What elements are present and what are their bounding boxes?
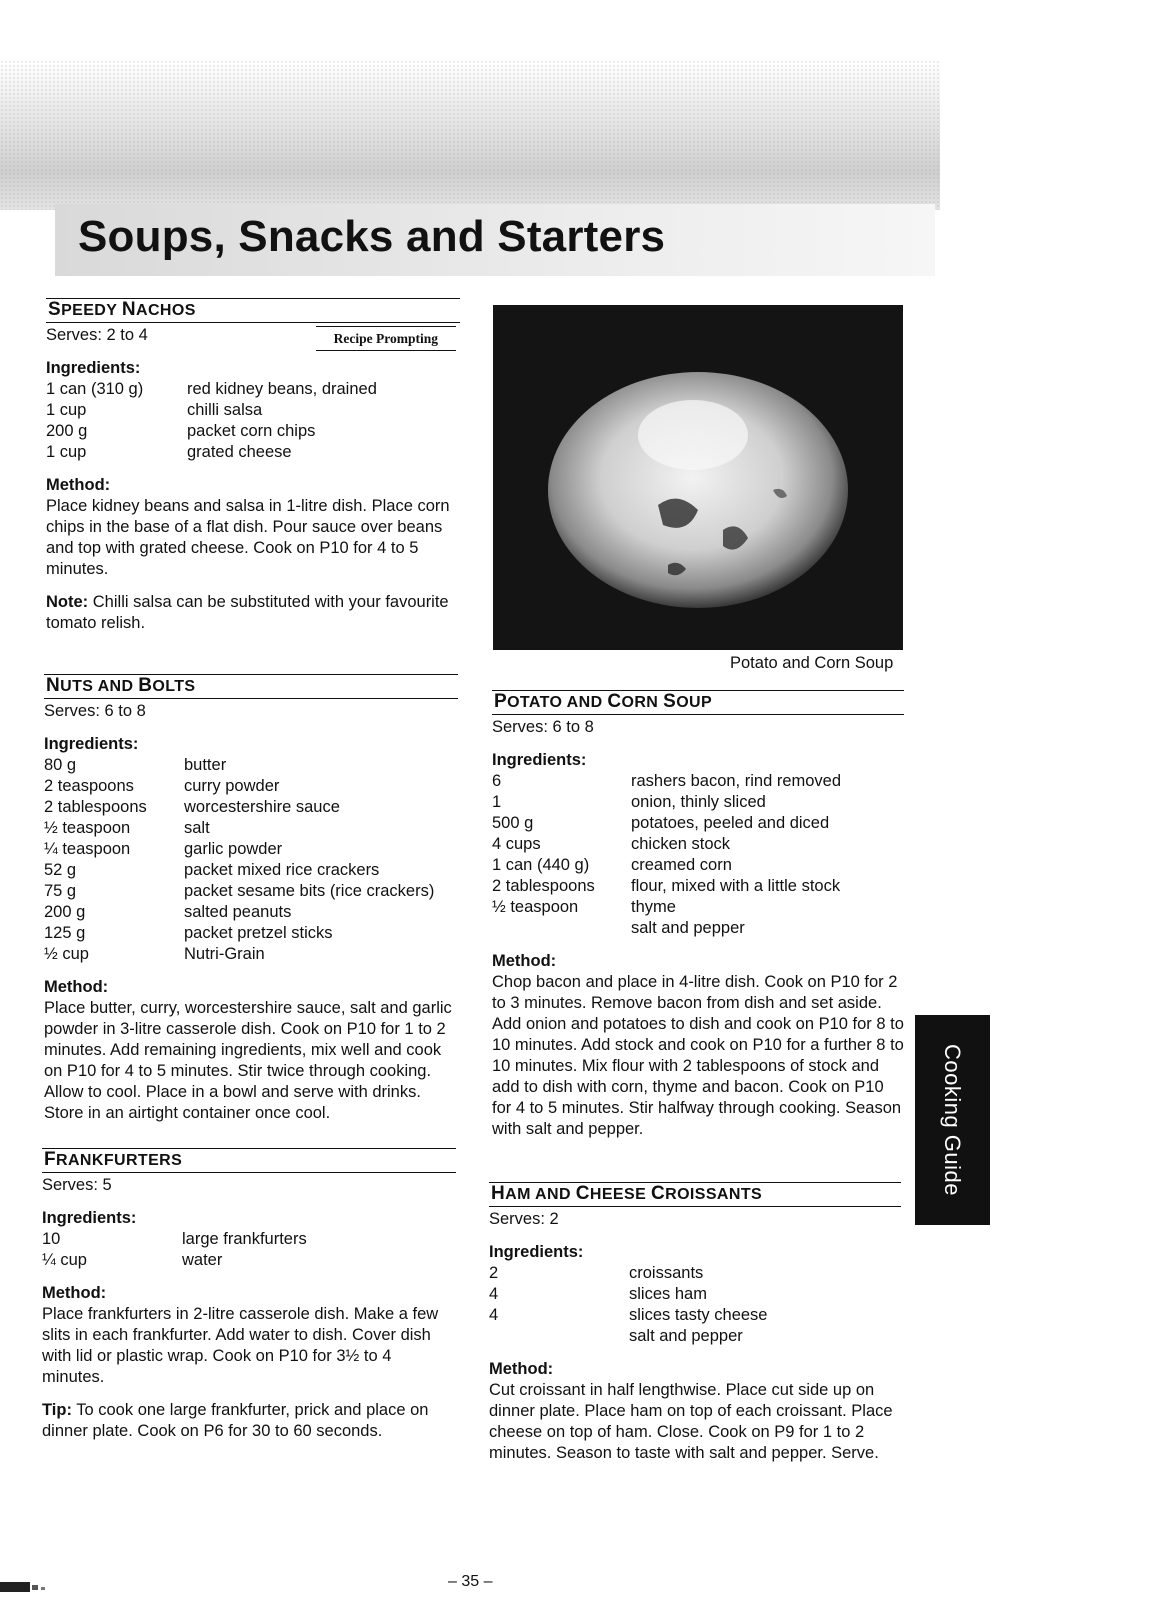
ingredient-item: large frankfurters [182,1230,307,1248]
recipe-nuts-and-bolts [44,674,458,1124]
recipe-prompting-badge: Recipe Prompting [316,326,456,351]
ingredient-item: croissants [629,1264,704,1282]
ingredient-qty: 80 g [44,756,77,774]
ingredient-item: packet sesame bits (rice crackers) [184,882,435,900]
tip-label: Tip: [42,1401,72,1419]
side-tab-label: Cooking Guide [940,1043,966,1197]
ingredient-row [46,442,460,463]
ingredient-item: salt [184,819,210,837]
page-title: Soups, Snacks and Starters [78,212,666,261]
page-number: – 35 – [448,1573,493,1590]
ingredient-item: thyme [631,898,676,916]
ingredient-qty: 500 g [492,814,534,832]
method-text: Place kidney beans and salsa in 1-litre dish. Place corn chips in the base of a flat dish. Pour sauce over beans and top with grated cheese. Cook on P10 for 4 to 5 minutes. [46,497,450,578]
ingredient-item: garlic powder [184,840,283,858]
ingredient-qty: 10 [42,1230,61,1248]
ingredient-row [489,1284,901,1305]
ingredient-row [44,902,458,923]
ingredient-row [44,818,458,839]
ingredient-row [492,897,904,918]
method-text: Cut croissant in half lengthwise. Place cut side up on dinner plate. Place ham on top of each croissant. Place cheese on top of ham. Close. Cook on P9 for 1 to 2 minutes. Season to taste with salt and pepper. Serve. [489,1381,893,1462]
ingredient-item: chilli salsa [187,401,263,419]
ingredient-qty: 1 cup [46,443,87,461]
recipe-title: SPEEDY NACHOS [46,298,460,323]
ingredient-row [44,755,458,776]
ingredient-item: flour, mixed with a little stock [631,877,841,895]
ingredient-row [46,421,460,442]
cooking-guide-tab [915,1015,990,1225]
ingredients-label: Ingredients: [46,359,141,377]
ingredients-label: Ingredients: [42,1209,137,1227]
serves-text: Serves: 2 [489,1210,559,1228]
ingredient-item: slices tasty cheese [629,1306,768,1324]
ingredient-item: Nutri-Grain [184,945,265,963]
ingredient-item: potatoes, peeled and diced [631,814,830,832]
note-label: Note: [46,593,89,611]
ingredient-row [44,923,458,944]
method-label: Method: [44,978,109,996]
ingredient-qty: 2 tablespoons [44,798,147,816]
method-label: Method: [46,476,111,494]
ingredients-list [492,771,904,939]
recipe-title: NUTS AND BOLTS [44,674,458,699]
ingredient-row [489,1305,901,1326]
method-text: Place butter, curry, worcestershire sauce, salt and garlic powder in 3-litre casserole dish. Cook on P10 for 1 to 2 minutes. Add remaining ingredients, mix well and cook on P10 for 4 to 5 minutes. Stir twice through cooking. Allow to cool. Place in a bowl and serve with drinks. Store in an airtight container once cool. [44,999,452,1122]
ingredients-label: Ingredients: [492,751,587,769]
ingredient-qty: 1 cup [46,401,87,419]
ingredient-qty: ½ teaspoon [44,819,131,837]
recipe-ham-cheese-croissants [489,1182,901,1464]
ingredient-item: grated cheese [187,443,292,461]
ingredient-row [42,1250,456,1271]
ingredient-qty: 125 g [44,924,86,942]
ingredient-row [489,1326,901,1347]
tip-text: To cook one large frankfurter, prick and place on dinner plate. Cook on P6 for 30 to 60 seconds. [42,1401,429,1440]
ingredient-item: chicken stock [631,835,731,853]
note [46,592,460,634]
ingredient-item: curry powder [184,777,280,795]
ingredient-item: salted peanuts [184,903,292,921]
ingredient-row [492,855,904,876]
ingredient-row [44,944,458,965]
recipe-frankfurters [42,1148,456,1442]
ingredient-qty: 4 [489,1285,499,1303]
ingredients-list [46,379,460,463]
ingredient-row [42,1229,456,1250]
ingredient-qty: 2 teaspoons [44,777,134,795]
ingredient-item: packet mixed rice crackers [184,861,380,879]
ingredient-item: salt and pepper [629,1327,743,1345]
ingredient-row [44,839,458,860]
ingredient-row [492,792,904,813]
recipe-speedy-nachos [46,298,460,634]
ingredient-row [44,860,458,881]
ingredient-row [492,834,904,855]
ingredient-item: worcestershire sauce [184,798,340,816]
ingredients-list [489,1263,901,1347]
ingredients-label: Ingredients: [489,1243,584,1261]
ingredient-qty: 4 [489,1306,499,1324]
ingredient-item: water [182,1251,223,1269]
ingredient-row [492,813,904,834]
ingredient-qty: 200 g [46,422,88,440]
note-text: Chilli salsa can be substituted with your favourite tomato relish. [46,593,449,632]
method-label: Method: [492,952,557,970]
ingredient-qty: 1 [492,793,502,811]
ingredient-qty: ½ teaspoon [492,898,579,916]
ingredients-list [44,755,458,965]
ingredient-qty: 200 g [44,903,86,921]
ingredient-qty: 2 [489,1264,499,1282]
method-label: Method: [489,1360,554,1378]
ingredients-label: Ingredients: [44,735,139,753]
serves-text: Serves: 5 [42,1176,112,1194]
ingredient-qty: ¼ teaspoon [44,840,131,858]
ingredient-item: creamed corn [631,856,732,874]
ingredients-list [42,1229,456,1271]
ingredient-row [44,881,458,902]
ingredient-qty: 52 g [44,861,77,879]
method-text: Chop bacon and place in 4-litre dish. Cook on P10 for 2 to 3 minutes. Remove bacon from dish and set aside. Add onion and potatoes to dish and cook on P10 for 8 to 10 minutes. Add stock and cook on P10 for a further 8 to 10 minutes. Mix flour with 2 tablespoons of stock and add to dish with corn, thyme and bacon. Cook on P10 for 4 to 5 minutes. Stir halfway through cooking. Season with salt and pepper. [492,973,904,1138]
ingredient-qty: 4 cups [492,835,541,853]
recipe-potato-corn-soup [492,690,904,1140]
ingredient-row [492,918,904,939]
ingredient-qty: 6 [492,772,502,790]
recipe-title: FRANKFURTERS [42,1148,456,1173]
ingredient-row [489,1263,901,1284]
ingredient-row [44,797,458,818]
recipe-title: HAM AND CHEESE CROISSANTS [489,1182,901,1207]
scan-corner-mark [0,1578,52,1596]
ingredient-qty [492,918,631,939]
ingredient-qty [489,1326,629,1347]
ingredient-row [492,876,904,897]
serves-text: Serves: 2 to 4 [46,326,148,344]
method-text: Place frankfurters in 2-litre casserole dish. Make a few slits in each frankfurter. Add water to dish. Cover dish with lid or plastic wrap. Cook on P10 for 3½ to 4 minutes. [42,1305,439,1386]
method-label: Method: [42,1284,107,1302]
ingredient-item: rashers bacon, rind removed [631,772,842,790]
soup-bowl-illustration [493,305,903,650]
soup-photo [493,305,903,650]
ingredient-qty: 75 g [44,882,77,900]
ingredient-row [46,379,460,400]
ingredient-item: red kidney beans, drained [187,380,377,398]
tip [42,1400,456,1442]
ingredient-qty: 1 can (310 g) [46,380,144,398]
ingredient-qty: ¼ cup [42,1251,87,1269]
ingredient-qty: 1 can (440 g) [492,856,590,874]
ingredient-row [492,771,904,792]
ingredient-item: salt and pepper [631,919,745,937]
ingredient-item: slices ham [629,1285,707,1303]
header-texture [0,60,940,210]
ingredient-qty: 2 tablespoons [492,877,595,895]
ingredient-row [44,776,458,797]
serves-text: Serves: 6 to 8 [492,718,594,736]
ingredient-qty: ½ cup [44,945,89,963]
recipe-title: POTATO AND CORN SOUP [492,690,904,715]
photo-caption: Potato and Corn Soup [730,654,894,672]
ingredient-item: packet corn chips [187,422,316,440]
ingredient-item: butter [184,756,227,774]
ingredient-item: onion, thinly sliced [631,793,766,811]
ingredient-row [46,400,460,421]
ingredient-item: packet pretzel sticks [184,924,333,942]
serves-text: Serves: 6 to 8 [44,702,146,720]
